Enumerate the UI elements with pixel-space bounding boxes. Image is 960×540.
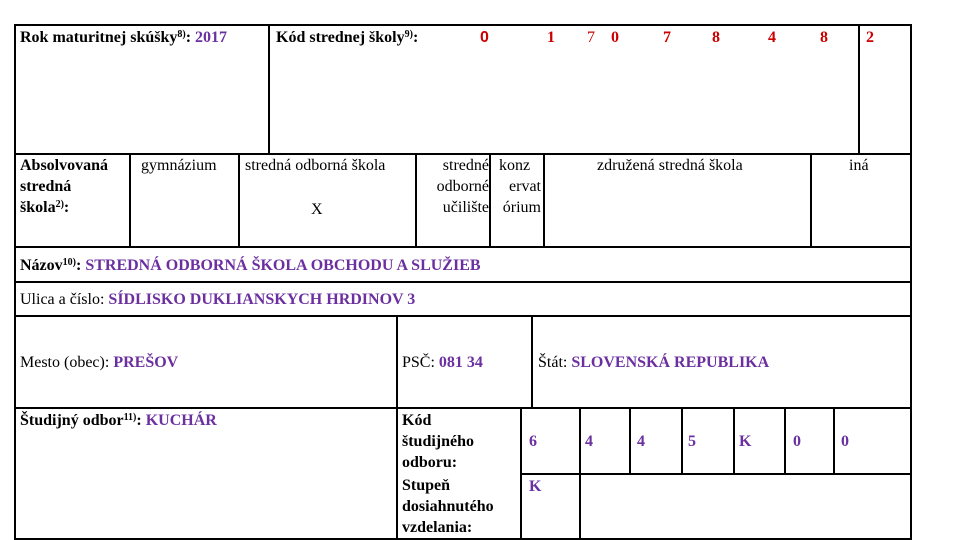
grid-line [810, 153, 812, 247]
school-code-digit: 7 [663, 29, 671, 46]
grid-line [14, 24, 16, 540]
study-code-digit: 0 [793, 433, 801, 450]
footnote-ref: 9) [404, 29, 413, 40]
grid-line [396, 315, 398, 539]
option-sos: stredná odborná škola [245, 157, 386, 174]
exam-year-field: Rok maturitnej skúšky$^{8)}$: 2017 [20, 29, 228, 46]
grid-line [268, 24, 270, 154]
option-konzervatorium-line: órium [502, 199, 541, 216]
study-code-digit: 4 [637, 433, 645, 450]
school-type-label-line: škola$^{2)}$: [20, 199, 70, 216]
grid-line [833, 407, 835, 474]
grid-line [629, 407, 631, 474]
grid-line [543, 153, 545, 247]
school-type-label-line: stredná [20, 178, 72, 195]
psc-label: PSČ: [402, 354, 435, 371]
study-code-label-line: Kód [402, 412, 432, 429]
city-label: Mesto (obec): [20, 354, 110, 371]
grid-line [784, 407, 786, 474]
school-code-digit: 4 [768, 29, 776, 46]
state-value: SLOVENSKÁ REPUBLIKA [571, 354, 770, 371]
study-field: Študijný odbor$^{11)}$: KUCHÁR [20, 412, 217, 429]
psc-field [402, 352, 483, 373]
street-field [20, 289, 415, 310]
school-code-digit: 8 [712, 29, 720, 46]
grid-line [858, 24, 860, 154]
education-level-label-line: dosiahnutého [402, 498, 494, 515]
grid-line [733, 407, 735, 474]
study-code-digit: 0 [841, 433, 849, 450]
study-code-digit: 4 [585, 433, 593, 450]
grid-line [14, 24, 912, 26]
education-level-label-line: Stupeň [402, 477, 451, 494]
school-name-value: STREDNÁ ODBORNÁ ŠKOLA OBCHODU A SLUŽIEB [85, 257, 481, 274]
grid-line [489, 153, 491, 247]
education-level-label [402, 475, 494, 538]
study-code-digit: K [739, 433, 752, 450]
school-type-label [20, 155, 108, 218]
city-value: PREŠOV [113, 354, 179, 371]
study-code-label-line: odboru: [402, 454, 458, 471]
option-sou-line: odborné [436, 178, 489, 195]
grid-line [14, 315, 912, 317]
school-code-digit: 0 [611, 29, 619, 46]
street-label: Ulica a číslo: [20, 291, 105, 308]
street-value: SÍDLISKO DUKLIANSKYCH HRDINOV 3 [108, 291, 416, 308]
school-name-field: Názov$^{10)}$: STREDNÁ ODBORNÁ ŠKOLA OBCHODU A SLUŽIEB [20, 257, 481, 274]
state-label: Štát: [538, 354, 568, 371]
education-level-value: K [529, 478, 542, 495]
state-field [538, 352, 769, 373]
psc-value: 081 34 [438, 354, 483, 371]
footnote-ref: 2) [55, 199, 64, 210]
grid-line [520, 407, 522, 539]
footnote-ref: 8) [177, 29, 186, 40]
study-field-value: KUCHÁR [145, 412, 217, 429]
grid-line [14, 246, 912, 248]
school-name-label: Názov [20, 257, 63, 274]
school-code-digit: 8 [820, 29, 828, 46]
education-level-label-line: vzdelania: [402, 519, 473, 536]
exam-year-value: 2017 [195, 29, 228, 46]
grid-line [238, 153, 240, 247]
school-code-digit: 7 [587, 29, 595, 46]
school-code-digit: 1 [547, 29, 555, 46]
school-type-label-line: Absolvovaná [20, 157, 109, 174]
exam-year-label: Rok maturitnej skúšky [20, 29, 178, 46]
study-code-label [402, 410, 474, 473]
sos-selected-mark: X [311, 201, 323, 218]
option-konzervatorium [495, 155, 541, 218]
grid-line [531, 315, 533, 408]
grid-line [681, 407, 683, 474]
study-code-digit: 6 [529, 433, 537, 450]
study-code-label-line: študijného [402, 433, 475, 450]
option-sou [415, 155, 489, 218]
option-gymnazium: gymnázium [141, 157, 217, 174]
grid-line [910, 24, 912, 540]
school-code-digit: 2 [866, 29, 874, 46]
footnote-ref: 10) [62, 257, 76, 268]
footnote-ref: 11) [123, 412, 137, 423]
study-field-label: Študijný odbor [20, 412, 124, 429]
option-sou-line: stredné [442, 157, 489, 174]
grid-line [14, 407, 912, 409]
option-sou-line: učilište [442, 199, 489, 216]
study-code-digit: 5 [688, 433, 696, 450]
option-zdruzena: združená stredná škola [597, 157, 743, 174]
school-code-label: Kód strednej školy [276, 29, 405, 46]
option-konzervatorium-line: konz [499, 157, 531, 174]
option-ina: iná [849, 157, 869, 174]
grid-line [129, 153, 131, 247]
grid-line [14, 281, 912, 283]
city-field [20, 352, 178, 373]
school-code-digit: 0 [480, 29, 489, 46]
school-code-field: Kód strednej školy$^{9)}$: [276, 29, 419, 46]
grid-line [579, 407, 581, 539]
option-konzervatorium-line: ervat [509, 178, 541, 195]
